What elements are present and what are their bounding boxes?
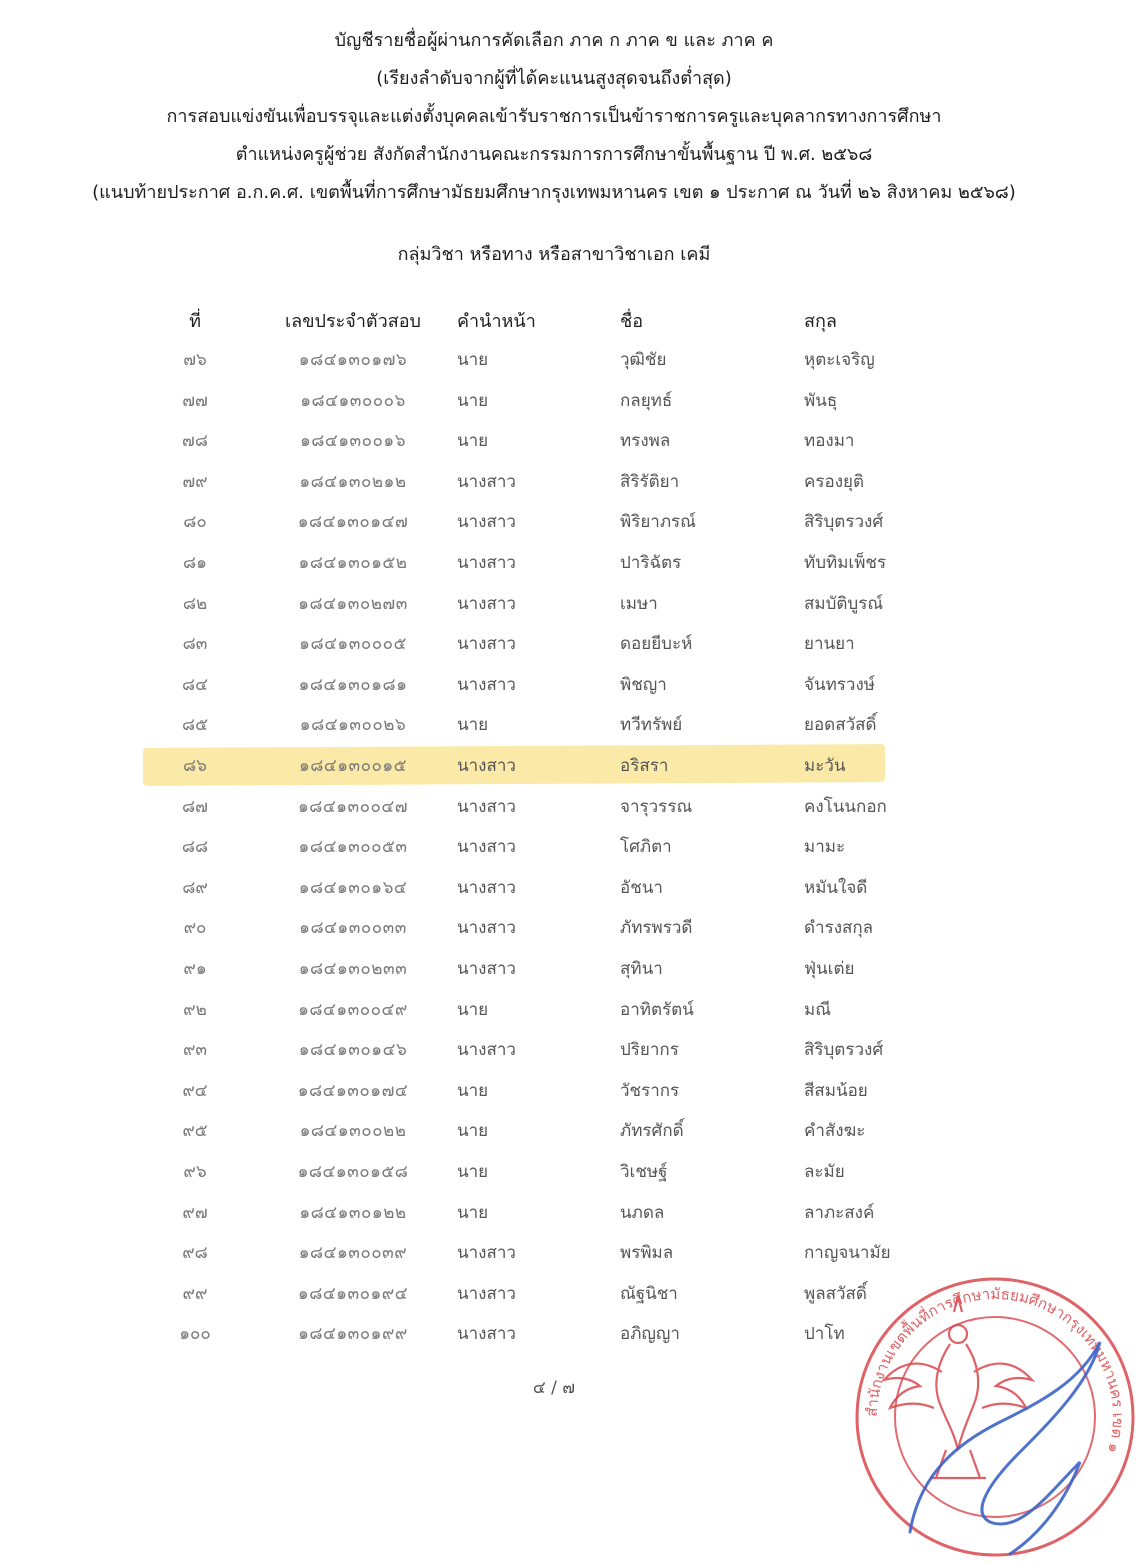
cell-first-name: วุฒิชัย <box>620 350 667 370</box>
cell-title: นาย <box>457 1162 489 1182</box>
cell-title: นางสาว <box>457 837 516 858</box>
cell-first-name: ดอยยีบะห์ <box>620 634 693 655</box>
cell-last-name: หมันใจดี <box>804 877 868 898</box>
cell-first-name: สุทินา <box>620 959 663 979</box>
cell-exam-id: ๑๘๔๑๓๐๑๗๔ <box>297 1080 409 1101</box>
cell-no: ๑๐๐ <box>179 1324 211 1345</box>
cell-title: นาย <box>457 1202 489 1223</box>
cell-first-name: กลยุทธ์ <box>620 390 673 411</box>
table-row <box>0 990 1108 1030</box>
cell-first-name: นภดล <box>620 1202 665 1223</box>
cell-exam-id: ๑๘๔๑๓๐๑๕๘ <box>297 1162 409 1182</box>
table-row <box>0 421 1108 461</box>
cell-last-name: ปาโท <box>804 1324 845 1345</box>
cell-exam-id: ๑๘๔๑๓๐๒๓๓ <box>298 959 408 979</box>
cell-title: นางสาว <box>457 1283 516 1304</box>
cell-title: นางสาว <box>457 1243 516 1264</box>
cell-no: ๗๙ <box>182 471 208 492</box>
table-row <box>0 705 1108 745</box>
cell-title: นางสาว <box>457 593 516 614</box>
cell-exam-id: ๑๘๔๑๓๐๑๕๒ <box>298 553 408 573</box>
cell-last-name: ทับทิมเพ็ชร <box>804 553 887 573</box>
cell-exam-id: ๑๘๔๑๓๐๑๖๔ <box>298 877 408 898</box>
cell-last-name: ละมัย <box>804 1162 845 1182</box>
table-row <box>0 908 1108 948</box>
cell-exam-id: ๑๘๔๑๓๐๑๒๒ <box>299 1202 407 1223</box>
cell-no: ๘๑ <box>183 553 207 573</box>
cell-title: นางสาว <box>457 918 516 939</box>
table-row <box>0 1030 1108 1070</box>
table-row <box>0 624 1108 664</box>
cell-exam-id: ๑๘๔๑๓๐๐๔๗ <box>297 796 409 817</box>
cell-last-name: พันธุ <box>804 390 838 411</box>
cell-no: ๘๕ <box>182 715 208 736</box>
cell-exam-id: ๑๘๔๑๓๐๒๑๒ <box>299 471 407 492</box>
table-row <box>0 1152 1108 1192</box>
table-row <box>0 543 1108 583</box>
column-header-exam-id: เลขประจำตัวสอบ <box>285 311 421 332</box>
cell-no: ๘๙ <box>182 877 208 898</box>
cell-no: ๗๘ <box>182 431 208 452</box>
cell-first-name: สิริรัติยา <box>620 471 680 492</box>
table-header-row <box>0 302 1108 342</box>
cell-first-name: เมษา <box>620 593 658 614</box>
table-row <box>0 1071 1108 1111</box>
column-header-first-name: ชื่อ <box>620 311 644 332</box>
cell-title: นาย <box>457 1121 489 1142</box>
cell-exam-id: ๑๘๔๑๓๐๐๒๖ <box>299 715 407 736</box>
cell-first-name: ปาริฉัตร <box>620 553 682 573</box>
table-row <box>0 868 1108 908</box>
cell-exam-id: ๑๘๔๑๓๐๑๔๖ <box>298 1040 408 1061</box>
seal-ring-text: สำนักงานเขตพื้นที่การศึกษามัธยมศึกษากรุงเทพมหานคร เขต ๑ <box>862 1284 1128 1456</box>
cell-exam-id: ๑๘๔๑๓๐๑๘๑ <box>298 674 408 695</box>
column-header-last-name: สกุล <box>804 311 837 332</box>
header-exam-description: การสอบแข่งขันเพื่อบรรจุและแต่งตั้งบุคคลเข้ารับราชการเป็นข้าราชการครูและบุคลากรทางการศึกษา <box>166 106 942 127</box>
column-header-title: คำนำหน้า <box>457 311 536 332</box>
document-header <box>0 22 1108 212</box>
table-row <box>0 340 1108 380</box>
cell-first-name: ทรงพล <box>620 431 671 452</box>
cell-exam-id: ๑๘๔๑๓๐๒๗๓ <box>298 593 408 614</box>
cell-title: นางสาว <box>457 1324 516 1345</box>
cell-no: ๙๗ <box>182 1202 208 1223</box>
cell-last-name: มณี <box>804 999 831 1020</box>
cell-first-name: พรพิมล <box>620 1243 674 1264</box>
cell-title: นางสาว <box>457 959 516 979</box>
cell-exam-id: ๑๘๔๑๓๐๑๙๙ <box>298 1324 408 1345</box>
cell-first-name: พิริยาภรณ์ <box>620 512 696 533</box>
cell-title: นาย <box>457 350 489 370</box>
cell-no: ๙๐ <box>183 918 207 939</box>
cell-title: นาย <box>457 1080 489 1101</box>
cell-last-name: คงโนนกอก <box>804 796 887 817</box>
cell-title: นางสาว <box>457 796 516 817</box>
cell-no: ๙๓ <box>182 1040 208 1061</box>
cell-last-name: พูลสวัสดิ์ <box>804 1283 867 1304</box>
cell-no: ๘๗ <box>182 796 208 817</box>
cell-title: นางสาว <box>457 512 516 533</box>
cell-last-name: ลาภะสงค์ <box>804 1202 875 1223</box>
table-row <box>0 746 1108 786</box>
subject-heading: กลุ่มวิชา หรือทาง หรือสาขาวิชาเอก เคมี <box>397 244 711 265</box>
table-row <box>0 584 1108 624</box>
table-row <box>0 1111 1108 1151</box>
cell-no: ๗๗ <box>182 390 208 411</box>
cell-no: ๙๘ <box>182 1243 208 1264</box>
cell-last-name: ครองยุติ <box>804 471 865 492</box>
cell-no: ๗๖ <box>183 350 207 370</box>
cell-no: ๘๓ <box>182 634 208 655</box>
official-seal-stamp <box>850 1272 1140 1562</box>
cell-exam-id: ๑๘๔๑๓๐๑๔๗ <box>297 512 409 533</box>
cell-no: ๙๒ <box>183 999 207 1020</box>
cell-no: ๙๖ <box>183 1162 207 1182</box>
cell-first-name: ปริยากร <box>620 1040 679 1061</box>
cell-first-name: วิเชษฐ์ <box>620 1162 668 1182</box>
cell-title: นางสาว <box>457 1040 516 1061</box>
cell-last-name: ดำรงสกุล <box>804 918 874 939</box>
cell-first-name: วัชรากร <box>620 1080 680 1101</box>
table-row <box>0 381 1108 421</box>
cell-title: นาย <box>457 999 489 1020</box>
cell-last-name: ยานยา <box>804 634 855 655</box>
cell-first-name: โศภิตา <box>620 837 672 858</box>
cell-title: นาย <box>457 390 489 411</box>
cell-title: นาย <box>457 431 489 452</box>
table-row <box>0 1233 1108 1273</box>
cell-last-name: กาญจนามัย <box>804 1243 891 1264</box>
header-title: บัญชีรายชื่อผู้ผ่านการคัดเลือก ภาค ก ภาค ข และ ภาค ค <box>334 30 774 51</box>
cell-first-name: อภิญญา <box>620 1324 680 1345</box>
cell-exam-id: ๑๘๔๑๓๐๐๑๕ <box>298 756 408 776</box>
cell-exam-id: ๑๘๔๑๓๐๐๐๖ <box>300 390 406 411</box>
cell-last-name: สีสมน้อย <box>804 1080 868 1101</box>
cell-exam-id: ๑๘๔๑๓๐๐๔๙ <box>298 999 408 1020</box>
table-row <box>0 827 1108 867</box>
cell-exam-id: ๑๘๔๑๓๐๐๐๕ <box>299 634 407 655</box>
cell-first-name: อริสรา <box>620 756 669 776</box>
cell-no: ๙๕ <box>182 1121 208 1142</box>
cell-last-name: ฟุ่นเต่ย <box>804 959 855 979</box>
cell-last-name: มะวัน <box>804 756 846 776</box>
table-row <box>0 502 1108 542</box>
cell-first-name: ภัทรพรวดี <box>620 918 693 939</box>
table-row <box>0 949 1108 989</box>
cell-no: ๘๐ <box>183 512 207 533</box>
cell-title: นางสาว <box>457 553 516 573</box>
column-header-no: ที่ <box>189 311 201 332</box>
cell-title: นางสาว <box>457 674 516 695</box>
cell-first-name: พิชญา <box>620 674 667 695</box>
cell-title: นาย <box>457 715 489 736</box>
cell-last-name: หุตะเจริญ <box>804 350 875 370</box>
cell-exam-id: ๑๘๔๑๓๐๐๒๒ <box>299 1121 407 1142</box>
cell-last-name: จันทรวงษ์ <box>804 674 875 695</box>
cell-title: นางสาว <box>457 756 516 776</box>
cell-exam-id: ๑๘๔๑๓๐๑๙๔ <box>297 1283 409 1304</box>
cell-title: นางสาว <box>457 877 516 898</box>
header-ranking-note: (เรียงลำดับจากผู้ที่ได้คะแนนสูงสุดจนถึงต่ำสุด) <box>376 68 732 89</box>
cell-exam-id: ๑๘๔๑๓๐๐๓๓ <box>299 918 407 939</box>
cell-no: ๘๒ <box>182 593 208 614</box>
cell-last-name: ทองมา <box>804 431 855 452</box>
cell-first-name: ณัฐนิชา <box>620 1283 678 1304</box>
table-row <box>0 787 1108 827</box>
cell-no: ๘๖ <box>183 756 207 776</box>
cell-first-name: จารุวรรณ <box>620 796 693 817</box>
table-row <box>0 1193 1108 1233</box>
cell-no: ๙๔ <box>182 1080 208 1101</box>
cell-no: ๙๑ <box>183 959 207 979</box>
table-row <box>0 665 1108 705</box>
cell-last-name: ยอดสวัสดิ์ <box>804 715 877 736</box>
cell-first-name: อัชนา <box>620 877 663 898</box>
cell-last-name: คำสังฆะ <box>804 1121 866 1142</box>
cell-exam-id: ๑๘๔๑๓๐๑๗๖ <box>298 350 408 370</box>
header-position: ตำแหน่งครูผู้ช่วย สังกัดสำนักงานคณะกรรมการการศึกษาขั้นพื้นฐาน ปี พ.ศ. ๒๕๖๘ <box>235 144 873 165</box>
cell-first-name: ภัทรศักดิ์ <box>620 1121 684 1142</box>
cell-first-name: อาทิตรัตน์ <box>620 999 694 1020</box>
cell-title: นางสาว <box>457 471 516 492</box>
cell-exam-id: ๑๘๔๑๓๐๐๑๖ <box>299 431 407 452</box>
cell-exam-id: ๑๘๔๑๓๐๐๓๙ <box>298 1243 408 1264</box>
cell-last-name: สมบัติบูรณ์ <box>804 593 884 614</box>
cell-last-name: มามะ <box>804 837 846 858</box>
cell-last-name: สิริบุตรวงศ์ <box>804 1040 884 1061</box>
cell-no: ๘๔ <box>182 674 208 695</box>
header-announcement-ref: (แนบท้ายประกาศ อ.ก.ค.ศ. เขตพื้นที่การศึกษามัธยมศึกษากรุงเทพมหานคร เขต ๑ ประกาศ ณ วันที่ ๒๖ สิงหาคม ๒๕๖๘) <box>92 182 1016 203</box>
page-number: ๔ / ๗ <box>532 1378 576 1398</box>
table-row <box>0 462 1108 502</box>
cell-last-name: สิริบุตรวงศ์ <box>804 512 884 533</box>
cell-no: ๘๘ <box>181 837 209 858</box>
cell-first-name: ทวีทรัพย์ <box>620 715 683 736</box>
cell-no: ๙๙ <box>182 1283 208 1304</box>
cell-exam-id: ๑๘๔๑๓๐๐๕๓ <box>298 837 408 858</box>
cell-title: นางสาว <box>457 634 516 655</box>
